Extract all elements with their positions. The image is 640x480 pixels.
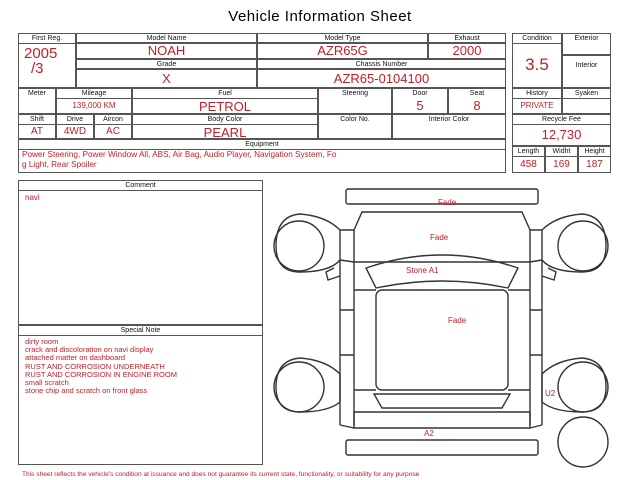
interior-cell: [562, 55, 611, 88]
rear-bumper: [346, 440, 538, 455]
shift-cell: [18, 114, 56, 139]
model-type-value-cell: [257, 43, 428, 59]
grade-label: Grade: [156, 61, 177, 68]
model-type-label-cell: [257, 33, 428, 43]
mark-fade-hood: Fade: [430, 233, 449, 242]
mark-a2: A2: [424, 429, 434, 438]
special-note-line: RUST AND CORROSION UNDERNEATH: [25, 361, 165, 371]
history-value: PRIVATE: [520, 101, 554, 110]
comment-text: navi: [25, 193, 40, 202]
meter-label: Meter: [28, 90, 46, 97]
recycle-fee-cell: [512, 114, 611, 146]
model-type-value: AZR65G: [317, 44, 368, 58]
first-reg-month: /3: [31, 61, 44, 76]
first-reg-year: 2005: [24, 46, 58, 61]
rear-hatch: [354, 412, 530, 428]
spare-wheel: [558, 417, 608, 467]
interior-color-label: Interior Color: [428, 116, 470, 123]
special-note-line: dirty room: [25, 337, 59, 346]
body-sides: [340, 260, 542, 425]
comment-box: [18, 180, 263, 325]
special-note-line: crack and discoloration on navi display: [25, 345, 154, 355]
sheet-title: Vehicle Information Sheet: [228, 8, 412, 25]
mark-fade-bumper: Fade: [438, 198, 457, 207]
syaken-cell: [562, 88, 611, 114]
body-color-cell: [132, 114, 318, 139]
exterior-cell: [562, 33, 611, 55]
exhaust-label: Exhaust: [454, 35, 480, 42]
interior-label: Interior: [575, 62, 598, 69]
height-cell: [578, 146, 611, 173]
model-type-label: Model Type: [324, 35, 361, 42]
special-note-line: RUST AND CORROSION IN ENGINE ROOM: [25, 369, 177, 379]
fuel-label: Fuel: [133, 89, 317, 99]
shift-label: Shift: [19, 115, 55, 125]
seat-value: 8: [473, 98, 481, 113]
steering-label: Steering: [341, 90, 369, 97]
aircon-label: Aircon: [95, 115, 131, 125]
equipment-label: Equipment: [19, 140, 505, 150]
special-note-line: attached matter on dashboard: [25, 353, 126, 363]
exhaust-label-cell: [428, 33, 506, 43]
width-label: Widht: [546, 147, 577, 157]
mileage-value: 139,000 KM: [72, 101, 116, 110]
exhaust-value: 2000: [452, 44, 482, 58]
color-no-cell: [318, 114, 392, 139]
mark-fade-roof: Fade: [448, 316, 467, 325]
syaken-label: Syaken: [563, 89, 610, 99]
door-label: Door: [412, 90, 428, 97]
length-value: 458: [520, 159, 537, 170]
model-name-label-cell: [76, 33, 257, 43]
mileage-cell: [56, 88, 132, 114]
chassis-label-cell: [257, 59, 506, 69]
drive-value: 4WD: [63, 126, 87, 137]
interior-color-cell: [392, 114, 506, 139]
roof: [376, 290, 508, 390]
equipment-cell: [18, 139, 506, 173]
exterior-label: Exterior: [574, 35, 599, 42]
width-value: 169: [553, 159, 570, 170]
grade-value: X: [162, 71, 171, 86]
model-name-value-cell: [76, 43, 257, 59]
mark-stone-a1: Stone A1: [406, 266, 439, 275]
condition-value: 3.5: [525, 55, 549, 74]
history-label: History: [513, 89, 561, 99]
door-cell: [392, 88, 448, 114]
seat-label: Seat: [469, 90, 485, 97]
recycle-fee-value: 12,730: [541, 127, 582, 142]
model-name-label: Model Name: [146, 35, 187, 42]
first-reg-cell: [18, 33, 76, 88]
aircon-cell: [94, 114, 132, 139]
condition-label: Condition: [513, 34, 561, 44]
pillar-lines: [354, 290, 530, 390]
first-reg-label: First Reg.: [19, 34, 75, 44]
condition-cell: [512, 33, 562, 88]
chassis-value-cell: [257, 69, 506, 88]
seat-cell: [448, 88, 506, 114]
model-name-value: NOAH: [147, 44, 186, 58]
special-note-label: Special Note: [19, 326, 262, 336]
length-cell: [512, 146, 545, 173]
color-no-label: Color No.: [340, 116, 370, 123]
chassis-value: AZR65-0104100: [333, 71, 430, 86]
special-note-box: [18, 325, 263, 465]
height-label: Height: [579, 147, 610, 157]
door-lines: [340, 310, 542, 355]
recycle-fee-label: Recycle Fee: [513, 115, 610, 125]
equipment-line-2: g Light, Rear Spoiler: [22, 160, 97, 169]
body-color-label: Body Color: [133, 115, 317, 125]
windshield: [366, 255, 518, 288]
body-color-value: PEARL: [203, 125, 247, 140]
width-cell: [545, 146, 578, 173]
wheel-front-left: [274, 221, 324, 271]
history-cell: [512, 88, 562, 114]
rear-window: [374, 394, 510, 408]
door-value: 5: [416, 98, 424, 113]
special-note-line: stone chip and scratch on front glass: [25, 386, 148, 396]
special-note-line: small scratch: [25, 378, 69, 388]
shift-value: AT: [30, 126, 44, 137]
length-label: Length: [513, 147, 544, 157]
drive-label: Drive: [57, 115, 93, 125]
drive-cell: [56, 114, 94, 139]
mirrors: [326, 268, 556, 280]
disclaimer-footer: This sheet reflects the vehicle's condition at issuance and does not guarantee its current state, functionality, or suitability for any purpose: [22, 471, 420, 478]
mark-u2: U2: [545, 389, 556, 398]
equipment-line-1: Power Steering, Power Window All, ABS, Air Bag, Audio Player, Navigation System, Fo: [22, 150, 337, 159]
fuel-value: PETROL: [198, 99, 251, 114]
special-note-list: [19, 336, 262, 397]
chassis-label: Chassis Number: [355, 61, 408, 68]
grade-label-cell: [76, 59, 257, 69]
aircon-value: AC: [106, 126, 120, 137]
meter-cell: [18, 88, 56, 114]
steering-cell: [318, 88, 392, 114]
fuel-cell: [132, 88, 318, 114]
height-value: 187: [586, 159, 603, 170]
wheel-front-right: [558, 221, 608, 271]
mileage-label: Mileage: [57, 89, 131, 99]
comment-label: Comment: [19, 181, 262, 191]
car-damage-diagram: [270, 180, 622, 468]
exhaust-value-cell: [428, 43, 506, 59]
grade-value-cell: [76, 69, 257, 88]
